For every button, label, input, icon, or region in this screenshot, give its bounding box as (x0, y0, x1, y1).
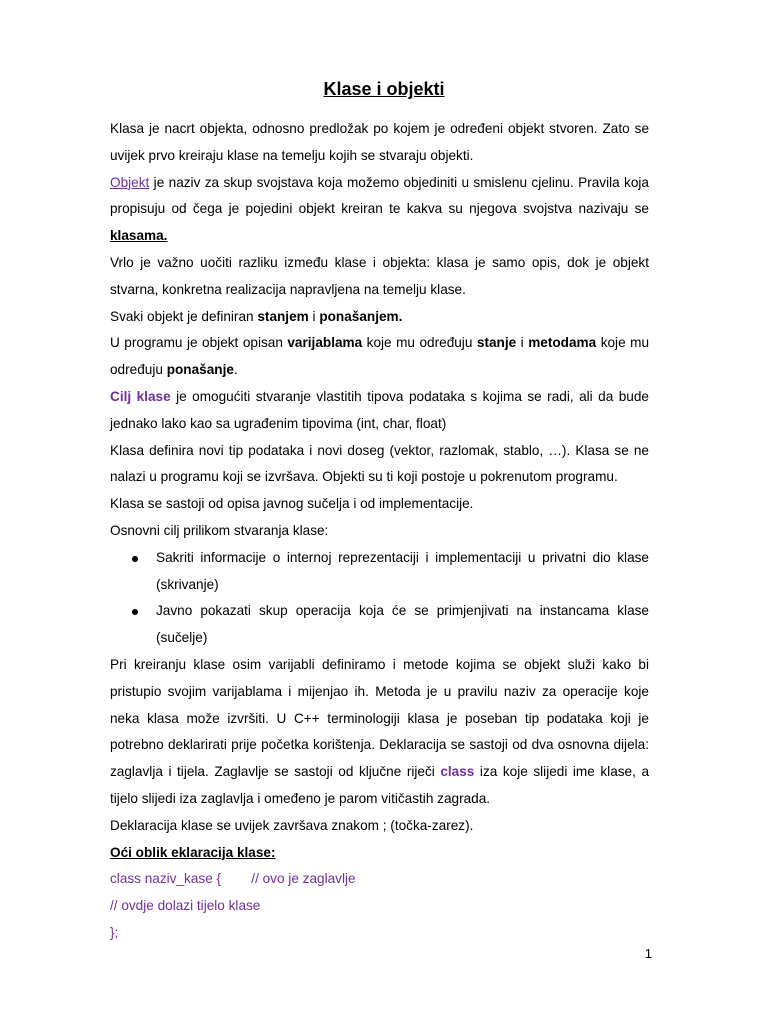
paragraph-class-goal (110, 384, 649, 438)
paragraph-interface-implementation: Klasa se sastoji od opisa javnog sučelja i od implementacije. (110, 496, 474, 512)
section-heading-declaration-form: Oći oblik eklaracija klase: (110, 844, 276, 860)
term-cilj-klase: Cilj klase (110, 388, 171, 404)
list-item (110, 598, 649, 652)
paragraph-text: je omogućiti stvaranje vlastitih tipova podataka s kojima se radi, ali da bude jednako lako kao sa ugrađenim tipovima (int, char, float) (110, 388, 649, 431)
paragraph-text: U programu je objekt opisan (110, 335, 288, 351)
paragraph-text: i (516, 335, 529, 351)
list-item-text: Sakriti informacije o internoj reprezentaciji i implementaciji u privatni dio klase (skrivanje) (156, 549, 649, 592)
code-line-body: // ovdje dolazi tijelo klase (110, 898, 261, 914)
bullet-dot-icon (132, 556, 138, 562)
paragraph-text: iza koje slijedi ime klase, a tijelo slijedi iza zaglavlja i omeđeno je parom vitičastih zagrada. (110, 764, 650, 806)
paragraph-text: Svaki objekt je definiran (110, 308, 258, 324)
code-line-header: class naziv_kase { // ovo je zaglavlje (110, 871, 356, 887)
document-body (110, 116, 649, 947)
keyword-class: class (440, 764, 475, 780)
paragraph-variables-methods (110, 330, 649, 384)
term-stanjem: stanjem (257, 308, 309, 324)
term-stanje: stanje (476, 335, 517, 351)
paragraph-semicolon: Deklaracija klase se uvijek završava znakom ; (točka-zarez). (110, 817, 474, 833)
page-number: 1 (644, 946, 652, 961)
term-varijablama: varijablama (287, 335, 363, 351)
code-line-close: }; (110, 924, 119, 940)
paragraph-text: je naziv za skup svojstava koja možemo objediniti u smislenu cjelinu. Pravila koja propisuju od čega je pojedini objekt kreiran te kakva su njegova svojstva nazivaju se (110, 174, 649, 217)
list-item (110, 545, 649, 599)
term-klasama: klasama. (110, 228, 168, 244)
term-metodama: metodama (528, 335, 597, 351)
paragraph-state-behavior (110, 304, 649, 331)
paragraph-object-definition (110, 170, 649, 250)
paragraph-text: koje mu određuju (110, 335, 650, 378)
paragraph-text: Pri kreiranju klase osim varijabli definiramo i metode kojima se objekt služi kako bi pristupio svojim varijablama i mijenjao ih. Metoda je u pravilu naziv za operacije koje neka klasa može izvršiti. U C++ terminologiji klasa je poseban tip podataka koji je potrebno deklarirati prije početka korištenja. Deklaracija se sastoji od dva osnovna dijela: zaglavlja i tijela. Zaglavlje se sastoji od ključne riječi (110, 656, 649, 780)
bullet-dot-icon (132, 609, 138, 615)
term-ponasanjem: ponašanjem. (319, 308, 403, 324)
page-title: Klase i objekti (323, 79, 445, 99)
goal-bullet-list (110, 545, 649, 652)
paragraph-new-type: Klasa definira novi tip podataka i novi doseg (vektor, razlomak, stablo, …). Klasa se ne nalazi u programu koji se izvršava. Objekti su ti koji postoje u pokrenutom programu. (110, 442, 649, 485)
paragraph-class-definition: Klasa je nacrt objekta, odnosno predložak po kojem je određeni objekt stvoren. Zato se uvijek prvo kreiraju klase na temelju kojih se stvaraju objekti. (110, 121, 649, 163)
term-objekt: Objekt (110, 174, 150, 190)
list-item-text: Javno pokazati skup operacija koja će se primjenjivati na instancama klase (sučelje) (156, 603, 649, 646)
paragraph-text: . (233, 362, 238, 378)
paragraph-text: i (308, 308, 320, 324)
term-ponasanje: ponašanje (166, 362, 234, 378)
paragraph-basic-goal: Osnovni cilj prilikom stvaranja klase: (110, 522, 329, 538)
paragraph-text: koje mu određuju (362, 335, 477, 351)
paragraph-class-vs-object: Vrlo je važno uočiti razliku između klase i objekta: klasa je samo opis, dok je objekt stvarna, konkretna realizacija napravljena na temelju klase. (110, 254, 649, 297)
paragraph-declaration (110, 652, 649, 813)
